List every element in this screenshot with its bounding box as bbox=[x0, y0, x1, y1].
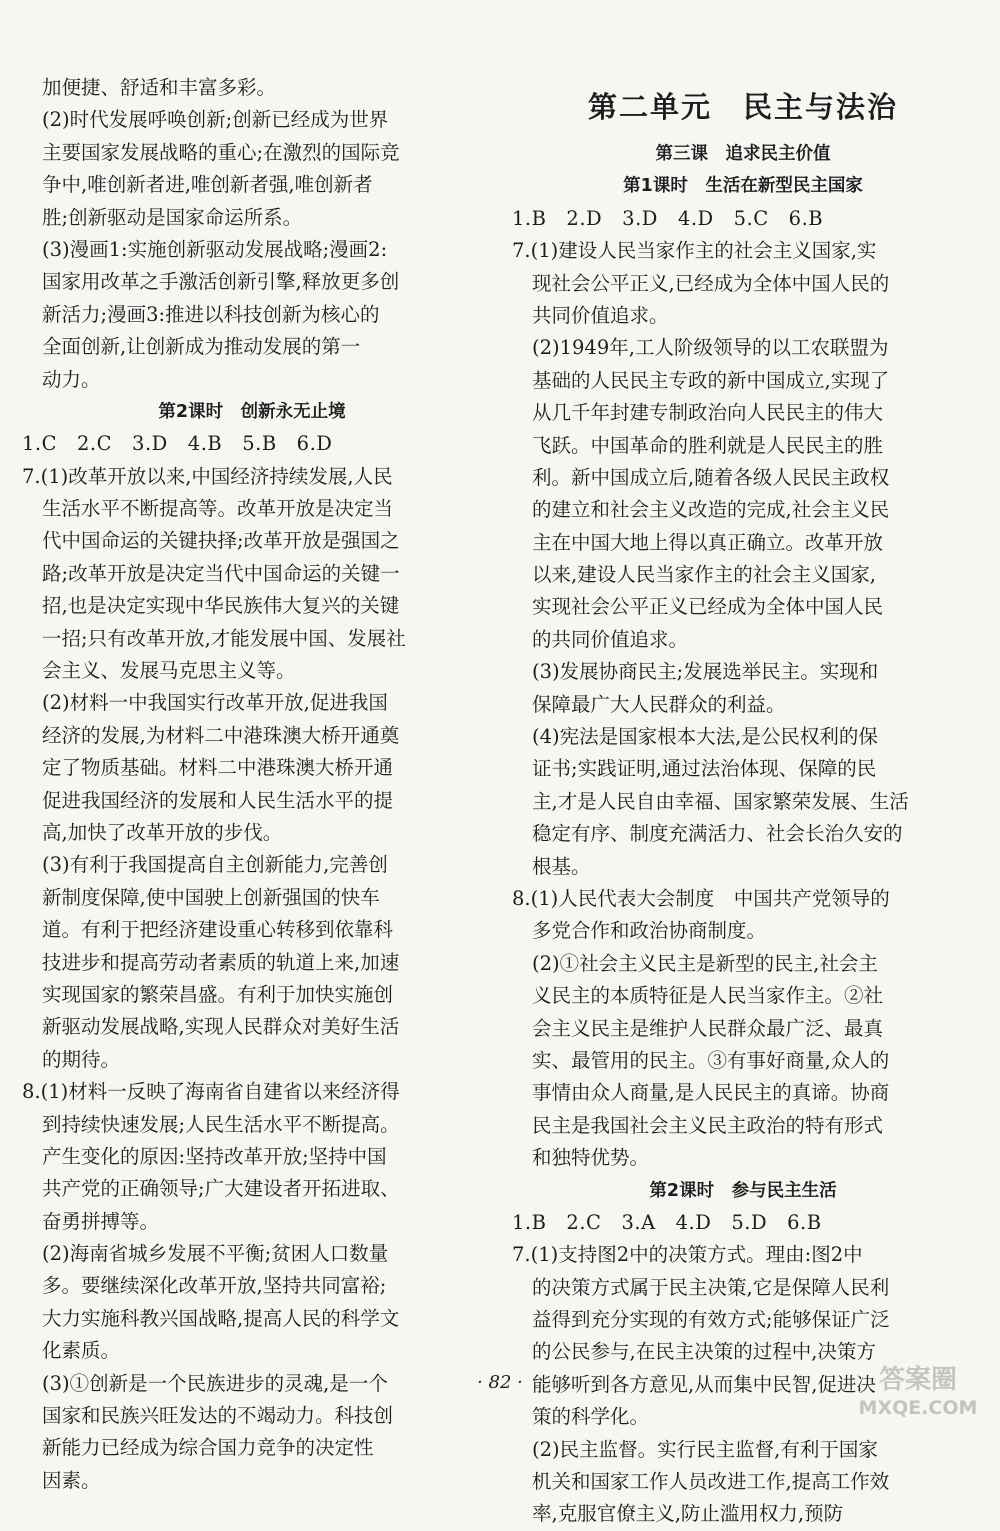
text-line: 技进步和提高劳动者素质的轨道上来,加速 bbox=[42, 950, 400, 974]
text-line: 路;改革开放是决定当代中国命运的关键一 bbox=[42, 561, 400, 585]
section-heading: 第2课时 参与民主生活 bbox=[649, 1180, 837, 1201]
text-line: 动力。 bbox=[42, 367, 101, 391]
answer-key-line: 1.B 2.D 3.D 4.D 5.C 6.B bbox=[512, 206, 824, 230]
watermark-title: 答案圈 bbox=[878, 1365, 958, 1395]
text-line: 加便捷、舒适和丰富多彩。 bbox=[42, 76, 277, 99]
text-line: 奋勇拼搏等。 bbox=[42, 1209, 160, 1233]
text-line: 的公民参与,在民主决策的过程中,决策方 bbox=[532, 1340, 876, 1364]
text-line: 到持续快速发展;人民生活水平不断提高。 bbox=[42, 1112, 400, 1136]
text-line: 经济的发展,为材料二中港珠澳大桥开通奠 bbox=[42, 723, 400, 747]
page-number: · 82 · bbox=[477, 1372, 523, 1393]
text-line: 高,加快了改革开放的步伐。 bbox=[42, 820, 283, 844]
text-line: 新制度保障,使中国驶上创新强国的快车 bbox=[42, 885, 380, 909]
text-line: 主要国家发展战略的重心;在激烈的国际竞 bbox=[42, 140, 400, 164]
question-start-line: 7.(1)改革开放以来,中国经济持续发展,人民 bbox=[22, 464, 393, 488]
text-line: 促进我国经济的发展和人民生活水平的提 bbox=[42, 788, 394, 812]
text-line: (2)时代发展呼唤创新;创新已经成为世界 bbox=[42, 108, 389, 132]
text-line: 产生变化的原因:坚持改革开放;坚持中国 bbox=[42, 1144, 387, 1168]
section-heading: 第三课 追求民主价值 bbox=[655, 144, 831, 164]
text-line: 利。新中国成立后,随着各级人民民主政权 bbox=[532, 465, 890, 489]
text-line: 国家和民族兴旺发达的不竭动力。科技创 bbox=[42, 1404, 394, 1428]
text-line: 基础的人民民主专政的新中国成立,实现了 bbox=[532, 368, 890, 392]
watermark-url: MXQE.COM bbox=[858, 1397, 978, 1419]
text-line: 根基。 bbox=[532, 854, 591, 878]
text-line: 新活力;漫画3:推进以科技创新为核心的 bbox=[42, 302, 380, 326]
answer-key-line: 1.C 2.C 3.D 4.B 5.B 6.D bbox=[22, 432, 333, 456]
text-line: 民主是我国社会主义民主政治的特有形式 bbox=[532, 1113, 884, 1137]
text-line: 会主义民主是维护人民群众最广泛、最真 bbox=[532, 1016, 884, 1040]
text-line: 国家用改革之手激活创新引擎,释放更多创 bbox=[42, 270, 400, 294]
text-line: (3)①创新是一个民族进步的灵魂,是一个 bbox=[42, 1371, 388, 1395]
text-line: 事情由众人商量,是人民民主的真谛。协商 bbox=[532, 1081, 890, 1105]
text-line: 的决策方式属于民主决策,它是保障人民利 bbox=[532, 1275, 890, 1299]
text-line: 胜;创新驱动是国家命运所系。 bbox=[42, 205, 303, 229]
text-line: 主在中国大地上得以真正确立。改革开放 bbox=[532, 530, 884, 554]
text-line: 策的科学化。 bbox=[532, 1405, 650, 1429]
text-line: (2)民主监督。实行民主监督,有利于国家 bbox=[532, 1437, 878, 1461]
text-line: 生活水平不断提高等。改革开放是决定当 bbox=[42, 497, 394, 521]
text-line: 从几千年封建专制政治向人民民主的伟大 bbox=[532, 401, 884, 425]
text-line: 代中国命运的关键抉择;改革开放是强国之 bbox=[42, 529, 400, 553]
text-line: (2)①社会主义民主是新型的民主,社会主 bbox=[532, 951, 878, 975]
text-line: (3)漫画1:实施创新驱动发展战略;漫画2: bbox=[42, 237, 388, 261]
text-line: (3)有利于我国提高自主创新能力,完善创 bbox=[42, 853, 388, 877]
text-line: 招,也是决定实现中华民族伟大复兴的关键 bbox=[42, 594, 400, 618]
right-column bbox=[512, 82, 974, 1531]
text-line: 现社会公平正义,已经成为全体中国人民的 bbox=[532, 271, 890, 295]
text-line: 的共同价值追求。 bbox=[532, 627, 689, 651]
text-line: (2)海南省城乡发展不平衡;贫困人口数量 bbox=[42, 1242, 389, 1266]
text-line: 共同价值追求。 bbox=[532, 303, 669, 327]
text-line: 以来,建设人民当家作主的社会主义国家, bbox=[532, 563, 876, 587]
text-line: 机关和国家工作人员改进工作,提高工作效 bbox=[532, 1470, 890, 1494]
question-start-line: 8.(1)人民代表大会制度 中国共产党领导的 bbox=[512, 886, 890, 910]
answer-key-line: 1.B 2.C 3.A 4.D 5.D 6.B bbox=[512, 1210, 822, 1234]
text-line: 主,才是人民自由幸福、国家繁荣发展、生活 bbox=[532, 789, 909, 813]
text-line: 飞跃。中国革命的胜利就是人民民主的胜 bbox=[532, 433, 884, 457]
text-line: 大力实施科教兴国战略,提高人民的科学文 bbox=[42, 1306, 400, 1330]
text-line: 实现国家的繁荣昌盛。有利于加快实施创 bbox=[42, 982, 394, 1006]
question-start-line: 7.(1)建设人民当家作主的社会主义国家,实 bbox=[512, 239, 877, 263]
text-line: 多党合作和政治协商制度。 bbox=[532, 919, 767, 943]
text-line: 的建立和社会主义改造的完成,社会主义民 bbox=[532, 498, 890, 522]
text-line: 定了物质基础。材料二中港珠澳大桥开通 bbox=[42, 756, 394, 780]
watermark-logo bbox=[844, 1358, 992, 1420]
section-heading: 第2课时 创新永无止境 bbox=[158, 401, 346, 422]
text-line: 共产党的正确领导;广大建设者开拓进取、 bbox=[42, 1177, 400, 1201]
text-line: 一招;只有改革开放,才能发展中国、发展社 bbox=[42, 626, 406, 650]
text-line: 争中,唯创新者进,唯创新者强,唯创新者 bbox=[42, 173, 373, 197]
text-line: 化素质。 bbox=[42, 1339, 121, 1363]
text-line: 实现社会公平正义已经成为全体中国人民 bbox=[532, 595, 884, 619]
text-line: (2)材料一中我国实行改革开放,促进我国 bbox=[42, 691, 388, 715]
left-column bbox=[22, 72, 482, 1497]
text-line: 因素。 bbox=[42, 1468, 101, 1492]
text-line: 新驱动发展战略,实现人民群众对美好生活 bbox=[42, 1015, 400, 1039]
text-line: 稳定有序、制度充满活力、社会长治久安的 bbox=[532, 822, 903, 846]
unit-title: 第二单元 民主与法治 bbox=[587, 90, 898, 124]
text-line: 义民主的本质特征是人民当家作主。②社 bbox=[532, 984, 884, 1008]
section-heading: 第1课时 生活在新型民主国家 bbox=[623, 176, 863, 197]
text-line: 新能力已经成为综合国力竞争的决定性 bbox=[42, 1436, 374, 1460]
text-line: 会主义、发展马克思主义等。 bbox=[42, 659, 296, 683]
text-line: 保障最广大人民群众的利益。 bbox=[532, 692, 786, 716]
text-line: 多。要继续深化改革开放,坚持共同富裕; bbox=[42, 1274, 387, 1298]
text-line: 证书;实践证明,通过法治体现、保障的民 bbox=[532, 757, 877, 781]
text-line: 能够听到各方意见,从而集中民智,促进决 bbox=[532, 1372, 876, 1396]
text-line: 和独特优势。 bbox=[532, 1146, 650, 1170]
text-line: 的期待。 bbox=[42, 1047, 121, 1071]
text-line: 全面创新,让创新成为推动发展的第一 bbox=[42, 335, 361, 359]
text-line: 率,克服官僚主义,防止滥用权力,预防 bbox=[532, 1502, 844, 1526]
text-line: 益得到充分实现的有效方式;能够保证广泛 bbox=[532, 1308, 890, 1332]
question-start-line: 8.(1)材料一反映了海南省自建省以来经济得 bbox=[22, 1080, 400, 1104]
text-line: (3)发展协商民主;发展选举民主。实现和 bbox=[532, 660, 879, 684]
text-line: 道。有利于把经济建设重心转移到依靠科 bbox=[42, 918, 394, 942]
text-line: 实、最管用的民主。③有事好商量,众人的 bbox=[532, 1048, 890, 1072]
text-line: (4)宪法是国家根本大法,是公民权利的保 bbox=[532, 725, 878, 749]
text-line: (2)1949年,工人阶级领导的以工农联盟为 bbox=[532, 336, 889, 360]
question-start-line: 7.(1)支持图2中的决策方式。理由:图2中 bbox=[512, 1243, 863, 1267]
